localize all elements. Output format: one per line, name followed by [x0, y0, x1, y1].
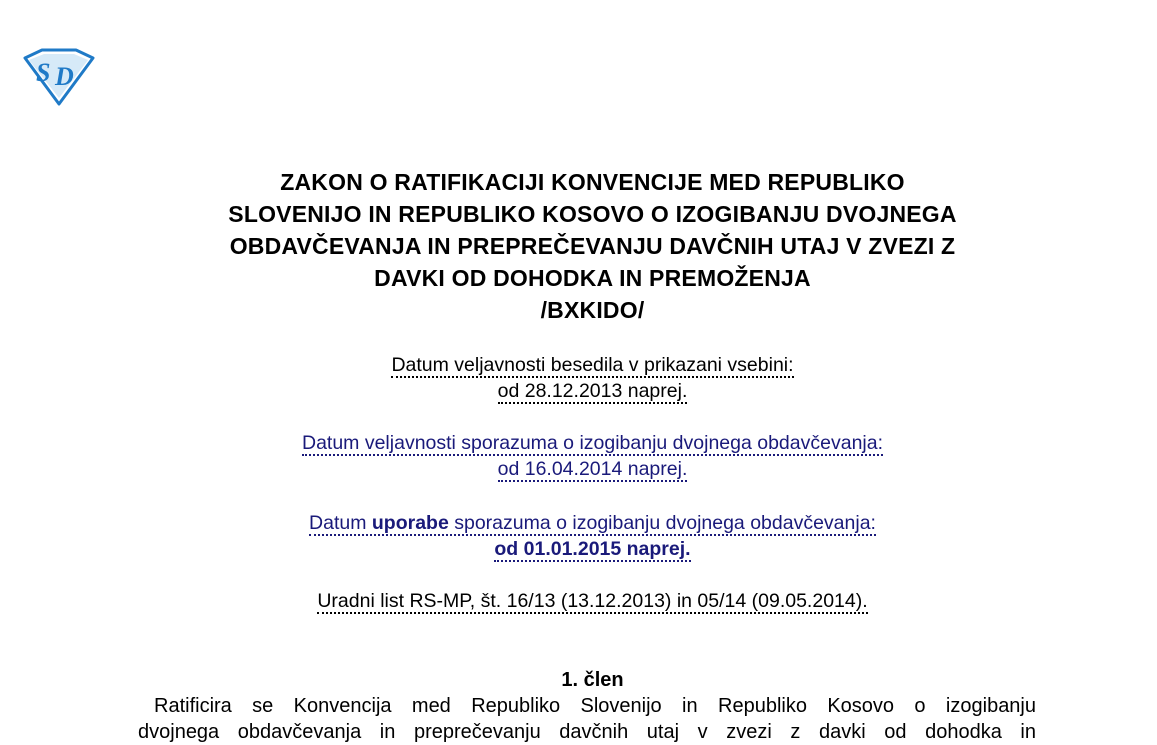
article-line-1: Ratificira se Konvencija med Republiko Slovenijo in Republiko Kosovo o izogibanju — [154, 695, 1036, 717]
agreement-validity-value[interactable]: od 16.04.2014 naprej. — [497, 458, 688, 480]
official-gazette-link[interactable]: Uradni list RS-MP, št. 16/13 (13.12.2013) in 05/14 (09.05.2014). — [317, 590, 868, 612]
document-title — [100, 166, 1085, 326]
application-label-part2: sporazuma o izogibanju dvojnega obdavčevanja: — [448, 512, 876, 534]
svg-text:S: S — [36, 58, 51, 87]
text-validity-block — [100, 352, 1085, 404]
sd-logo-icon — [22, 48, 96, 106]
title-line-3: OBDAVČEVANJA IN PREPREČEVANJU DAVČNIH UTAJ V ZVEZI Z — [229, 233, 956, 259]
text-validity-value[interactable]: od 28.12.2013 naprej. — [497, 380, 688, 402]
title-line-4: DAVKI OD DOHODKA IN PREMOŽENJA — [374, 265, 811, 291]
title-line-2: SLOVENIJO IN REPUBLIKO KOSOVO O IZOGIBANJU DVOJNEGA — [228, 201, 957, 227]
sd-logo — [22, 48, 96, 106]
text-validity-label[interactable]: Datum veljavnosti besedila v prikazani vsebini: — [391, 354, 794, 376]
article-heading: 1. člen — [561, 669, 624, 691]
title-code: /BXKIDO/ — [540, 297, 645, 323]
agreement-application-label[interactable] — [309, 512, 876, 536]
svg-text:D: D — [55, 62, 74, 91]
official-gazette-block — [100, 588, 1085, 614]
application-label-part1: Datum — [309, 512, 372, 534]
agreement-application-value[interactable]: od 01.01.2015 naprej. — [494, 538, 691, 560]
agreement-validity-block — [100, 430, 1085, 482]
agreement-application-block — [100, 510, 1085, 562]
application-label-bold: uporabe — [371, 512, 449, 534]
agreement-validity-label[interactable]: Datum veljavnosti sporazuma o izogibanju dvojnega obdavčevanja: — [301, 432, 884, 454]
article-line-2: dvojnega obdavčevanja in preprečevanju davčnih utaj v zvezi z davki od dohodka in — [138, 721, 1036, 743]
article-body — [138, 693, 1036, 745]
title-line-1: ZAKON O RATIFIKACIJI KONVENCIJE MED REPUBLIKO — [280, 169, 905, 195]
